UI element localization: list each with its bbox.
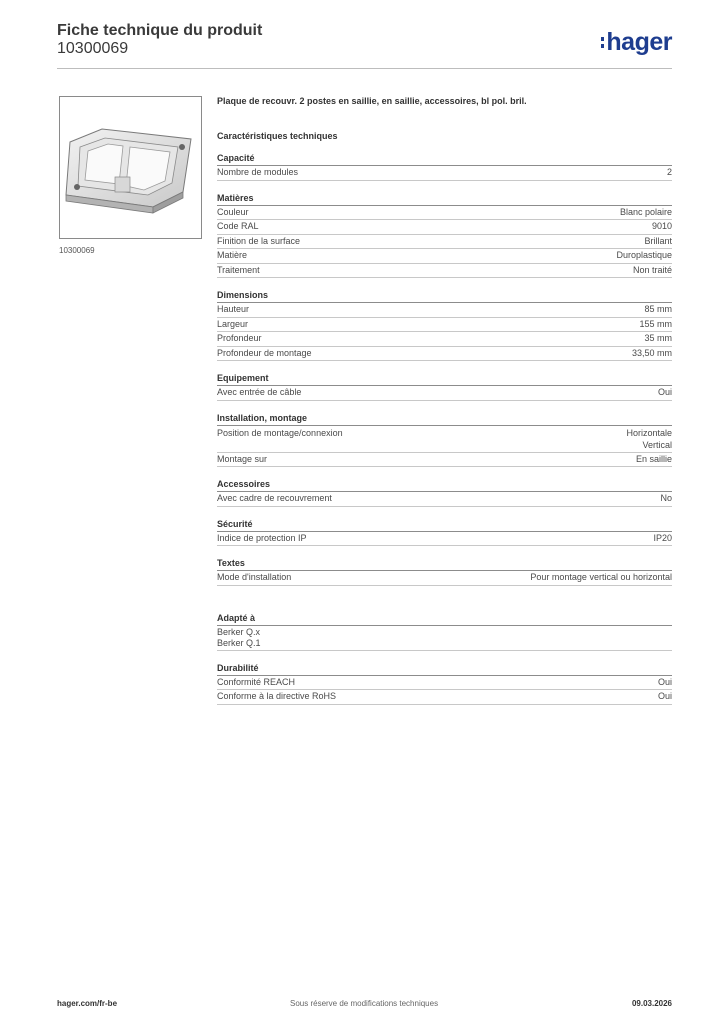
spec-value: Blanc polaire	[619, 206, 672, 217]
spec-row	[217, 332, 672, 347]
spec-row	[217, 220, 672, 235]
spec-label: Finition de la surface	[217, 235, 301, 246]
spec-label: Montage sur	[217, 453, 268, 464]
spec-row	[217, 626, 672, 651]
spec-value: 85 mm	[644, 304, 672, 314]
section-title: Equipement	[217, 373, 672, 386]
spec-value-line: Horizontale	[626, 427, 672, 438]
tech-title: Caractéristiques techniques	[217, 131, 338, 141]
spec-label: Mode d'installation	[217, 572, 292, 582]
product-image	[59, 96, 202, 239]
spec-value: Non traité	[632, 264, 672, 275]
cover-frame-icon	[60, 97, 201, 238]
spec-label: Largeur	[217, 318, 249, 329]
spec-value: 9010	[651, 221, 672, 231]
spec-value	[626, 427, 672, 451]
spec-row	[217, 249, 672, 264]
section-title: Installation, montage	[217, 413, 672, 426]
section-durabilite	[217, 663, 672, 705]
spec-row	[217, 676, 672, 691]
spec-value: No	[660, 493, 672, 503]
section-title: Capacité	[217, 153, 672, 166]
spec-value: Duroplastique	[616, 250, 672, 260]
spec-label: Indice de protection IP	[217, 532, 307, 543]
spec-value: Oui	[657, 676, 672, 687]
spec-label: Matière	[217, 250, 248, 260]
spec-value: 33,50 mm	[631, 347, 672, 358]
spec-value-line: Vertical	[642, 439, 672, 450]
section-title: Textes	[217, 558, 672, 571]
spec-value: Brillant	[644, 235, 672, 246]
footer-date: 09.03.2026	[631, 999, 672, 1008]
spec-label: Conformité REACH	[217, 676, 296, 687]
image-caption: 10300069	[59, 246, 95, 255]
hager-logo	[601, 28, 672, 57]
spec-row	[217, 453, 672, 468]
spec-label-line: Berker Q.x	[217, 626, 261, 637]
spec-row	[217, 492, 672, 507]
spec-label: Couleur	[217, 206, 249, 217]
footer-website[interactable]: hager.com/fr-be	[57, 999, 118, 1008]
spec-row	[217, 235, 672, 250]
spec-value: Pour montage vertical ou horizontal	[530, 572, 672, 582]
spec-row	[217, 426, 672, 453]
spec-row	[217, 386, 672, 401]
section-title: Durabilité	[217, 663, 672, 676]
section-accessoires	[217, 479, 672, 507]
footer-disclaimer: Sous réserve de modifications techniques	[290, 999, 439, 1008]
section-title: Matières	[217, 193, 672, 206]
spec-value: Oui	[657, 387, 672, 397]
section-title: Dimensions	[217, 290, 672, 303]
spec-label: Nombre de modules	[217, 167, 299, 177]
spec-value: 155 mm	[639, 318, 672, 329]
spec-row	[217, 571, 672, 586]
spec-row	[217, 347, 672, 362]
spec-value: IP20	[653, 532, 672, 543]
spec-label	[217, 627, 261, 649]
spec-row	[217, 532, 672, 547]
spec-label: Avec entrée de câble	[217, 387, 302, 397]
logo-text: hager	[606, 28, 672, 56]
spec-row	[217, 166, 672, 181]
section-title: Sécurité	[217, 519, 672, 532]
logo-colon-icon	[601, 37, 604, 48]
spec-label: Avec cadre de recouvrement	[217, 493, 332, 503]
section-capacite	[217, 153, 672, 181]
section-matieres	[217, 193, 672, 279]
spec-row	[217, 206, 672, 221]
spec-label: Conforme à la directive RoHS	[217, 691, 337, 701]
spec-label: Position de montage/connexion	[217, 427, 343, 438]
spec-row	[217, 264, 672, 279]
section-securite	[217, 519, 672, 547]
spec-row	[217, 318, 672, 333]
section-textes	[217, 558, 672, 586]
section-equipement	[217, 373, 672, 401]
spec-value: En saillie	[635, 453, 672, 464]
section-adapte	[217, 613, 672, 651]
spec-value: 35 mm	[644, 333, 672, 343]
spec-label: Profondeur	[217, 333, 262, 343]
header-divider	[57, 68, 672, 69]
spec-label-line: Berker Q.1	[217, 637, 261, 648]
section-title: Adapté à	[217, 613, 672, 626]
spec-row	[217, 690, 672, 705]
spec-row	[217, 303, 672, 318]
spec-label: Hauteur	[217, 304, 250, 314]
section-title: Accessoires	[217, 479, 672, 492]
content	[217, 96, 672, 705]
spec-label: Profondeur de montage	[217, 347, 312, 358]
product-reference: 10300069	[57, 40, 129, 57]
spec-value: 2	[666, 167, 672, 177]
spec-label: Traitement	[217, 264, 260, 275]
page-title: Fiche technique du produit	[57, 22, 263, 39]
section-installation	[217, 413, 672, 468]
spec-value: Oui	[657, 691, 672, 701]
section-dimensions	[217, 290, 672, 361]
product-description: Plaque de recouvr. 2 postes en saillie, en saillie, accessoires, bl pol. bril.	[217, 96, 527, 106]
spec-label: Code RAL	[217, 221, 259, 231]
